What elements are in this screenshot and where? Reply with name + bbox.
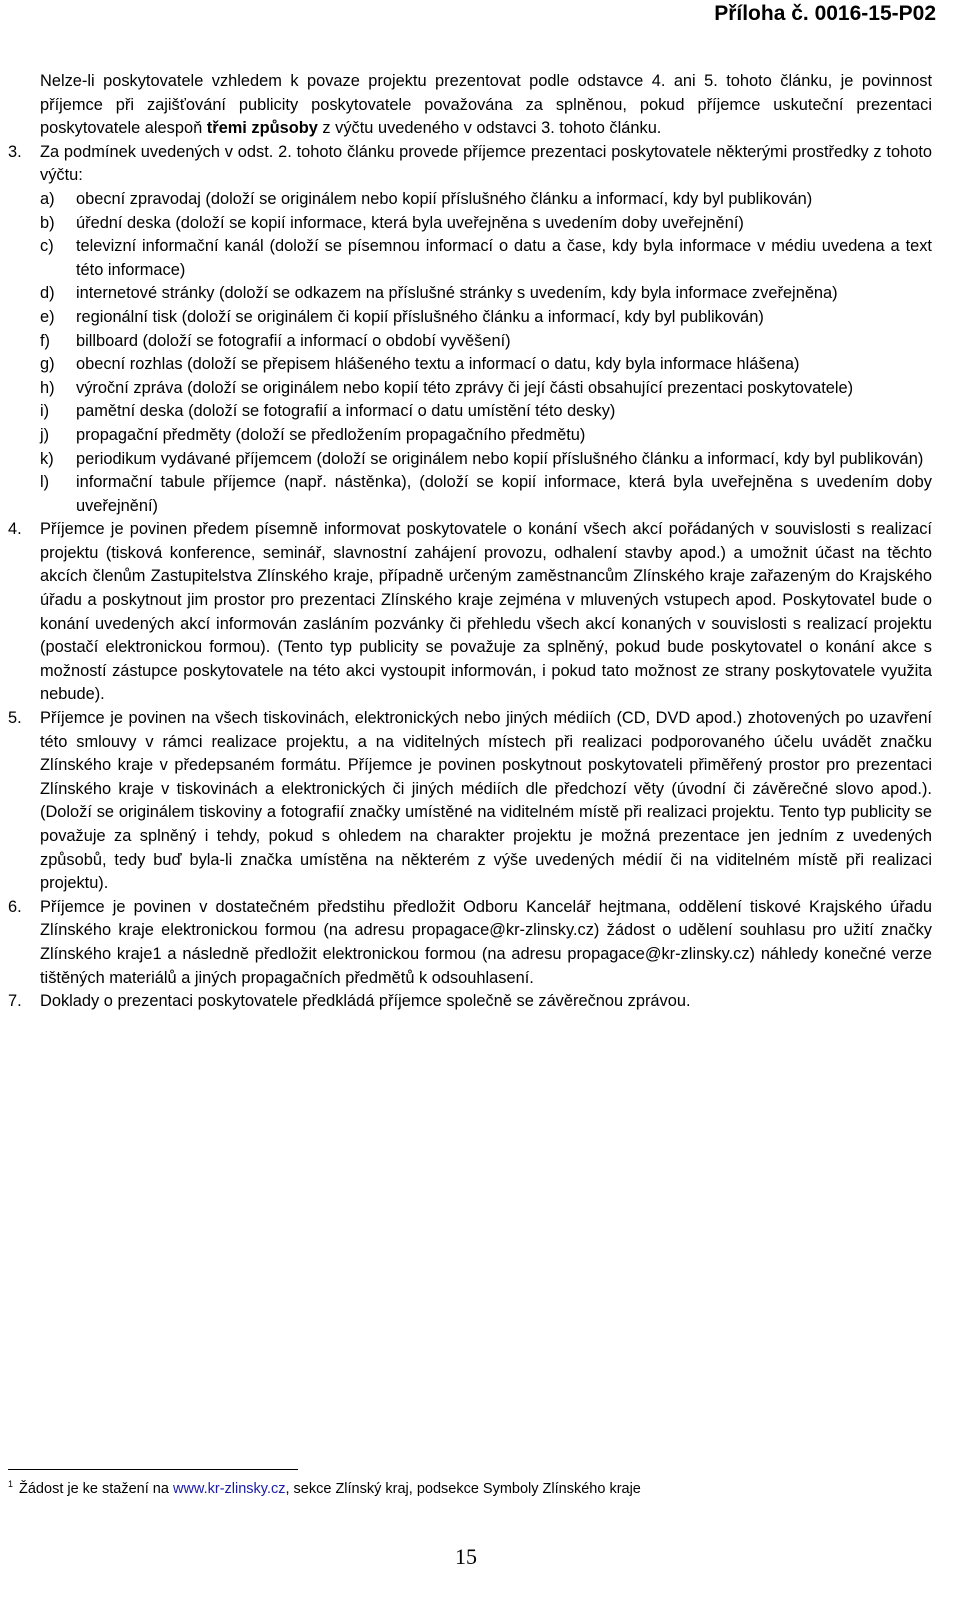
list-item-text: informační tabule příjemce (např. nástěnka), (doloží se kopií informace, která byla uveřejněna s uvedením doby uveřejnění) [76,473,932,515]
footnote-reference[interactable]: 1 [152,944,162,963]
list-marker: a) [40,189,55,208]
footnote-separator [8,1469,298,1470]
paragraph-text: Příjemce je povinen předem písemně informovat poskytovatele o konání všech akcí pořádaných v souvislosti s realizací projektu (tisková konference, seminář, slavnostní zahájení provozu, odhalení stavby apod.) a umožnit účast na těchto akcích členům Zastupitelstva Zlínského kraje, případně určeným zaměstnancům Zlínského kraje zařazeným do Krajského úřadu a poskytnout jim prostor pro prezentaci Zlínského kraje zejména v mluvených vstupech apod. Poskytovatel bude o konání uvedených akcí informován zasláním pozvánky či přehledu všech akcí konaných v souvislosti s realizací projektu (postačí elektronickou formou). (Tento typ publicity se považuje za splněný, pokud bude poskytovatel o konání akce s možností zástupce poskytovatele na této akci vystoupit informován, i pokud tato možnost ze strany poskytovatele využita nebude). [40,520,932,704]
list-marker: d) [40,284,55,303]
list-marker: c) [40,237,54,256]
paragraph-number: 6. [8,897,22,916]
annex-label: Příloha č. 0016-15-P02 [714,2,936,25]
intro-text-1: Nelze-li poskytovatele vzhledem k povaze projektu prezentovat podle odstavce 4. ani 5. tohoto článku, je povinnost příjemce při zajišťování publicity poskytovatele považována za splněnou, pokud příjemce uskuteční prezentaci poskytovatele alespoň [40,72,932,138]
intro-text-2: z výčtu uvedeného v odstavci 3. tohoto článku. [317,119,662,138]
list-marker: l) [40,473,50,492]
paragraph-text-continued: a následně předložit elektronickou formou (na adresu propagace@kr-zlinsky.cz) náhledy konečné verze tištěných materiálů a jiných propagačních předmětů k odsouhlasení. [40,944,932,987]
list-item-text: obecní rozhlas (doloží se přepisem hlášeného textu a informací o datu, kdy byla informace hlášena) [76,355,800,374]
list-item-text: propagační předměty (doloží se předložením propagačního předmětu) [76,425,586,444]
intro-paragraph [40,70,932,141]
list-marker: i) [40,402,50,421]
document-body [8,70,932,1014]
list-item-j [8,424,932,448]
list-item-b [8,212,932,236]
list-item-k [8,448,932,472]
paragraph-number: 3. [8,142,22,161]
page-number: 15 [455,1544,477,1569]
list-marker: b) [40,213,55,232]
paragraph-7 [8,990,932,1014]
paragraph-text: Za podmínek uvedených v odst. 2. tohoto článku provede příjemce prezentaci poskytovatele některými prostředky z tohoto výčtu: [40,142,932,185]
list-item-text: výroční zpráva (doloží se originálem nebo kopií této zprávy či její části obsahující prezentaci poskytovatele) [76,378,854,397]
list-item-l [8,471,932,518]
list-marker: h) [40,378,55,397]
list-item-d [8,282,932,306]
list-item-text: obecní zpravodaj (doloží se originálem nebo kopií příslušného článku a informací, kdy byl publikován) [76,189,813,208]
footnote-text-end: , sekce Zlínský kraj, podsekce Symboly Zlínského kraje [285,1481,641,1497]
paragraph-6 [8,896,932,990]
paragraph-4 [8,518,932,707]
paragraph-number: 4. [8,520,22,539]
list-item-f [8,330,932,354]
list-item-h [8,377,932,401]
list-item-text: pamětní deska (doloží se fotografií a informací o datu umístění této desky) [76,402,616,421]
list-item-i [8,400,932,424]
list-item-a [8,188,932,212]
list-item-text: televizní informační kanál (doloží se písemnou informací o datu a čase, kdy byla informace v médiu uvedena a text této informace) [76,237,932,279]
paragraph-3 [8,141,932,188]
list-item-c [8,235,932,282]
paragraph-number: 5. [8,709,22,728]
list-item-text: periodikum vydávané příjemcem (doloží se originálem nebo kopií příslušného článku a informací, kdy byl publikován) [76,449,924,468]
list-item-text: úřední deska (doloží se kopií informace, která byla uveřejněna s uvedením doby uveřejnění) [76,213,744,232]
paragraph-text: Příjemce je povinen na všech tiskovinách, elektronických nebo jiných médiích (CD, DVD apod.) zhotovených po uzavření této smlouvy v rámci realizace projektu, a na viditelných místech při realizaci podporovaného účelu uvádět značku Zlínského kraje v předepsaném formátu. Příjemce je povinen poskytnout poskytovateli přiměřený prostor pro prezentaci Zlínského kraje v tiskovinách a elektronických či jiných médiích dle předchozí věty (úvodní či závěrečné slovo apod.).(Doloží se originálem tiskoviny a fotografií značky umístěné na viditelném místě při realizaci projektu. Tento typ publicity se považuje za splněný i tehdy, pokud s ohledem na charakter projektu je možná prezentace jen jedním z uvedených způsobů, tedy buď byla-li značka umístěna na některém z výše uvedených médií či na viditelném místě při realizaci projektu). [40,709,932,893]
paragraph-text: Příjemce je povinen v dostatečném předstihu předložit Odboru Kancelář hejtmana, oddělení tiskové Krajského úřadu Zlínského kraje elektronickou formou (na adresu propagace@kr-zlinsky.cz) žádost o udělení souhlasu pro užití značky Zlínského kraje [40,897,932,963]
footnote-link[interactable]: www.kr-zlinsky.cz [172,1481,286,1497]
paragraph-5 [8,707,932,896]
list-item-g [8,353,932,377]
list-item-e [8,306,932,330]
list-marker: e) [40,307,55,326]
list-marker: k) [40,449,54,468]
list-item-text: billboard (doloží se fotografií a informací o období vyvěšení) [76,331,511,350]
intro-bold: třemi způsoby [206,119,318,138]
list-marker: g) [40,355,55,374]
footnote-marker: 1 [8,1479,14,1489]
list-item-text: regionální tisk (doloží se originálem či kopií příslušného článku a informací, kdy byl publikován) [76,307,764,326]
paragraph-text: Doklady o prezentaci poskytovatele předkládá příjemce společně se závěrečnou zprávou. [40,992,691,1011]
list-marker: j) [40,425,50,444]
list-item-text: internetové stránky (doloží se odkazem na příslušné stránky s uvedením, kdy byla informace zveřejněna) [76,284,838,303]
list-marker: f) [40,331,51,350]
footnote [8,1479,641,1497]
footnote-text: Žádost je ke stažení na [19,1481,173,1497]
paragraph-number: 7. [8,992,22,1011]
